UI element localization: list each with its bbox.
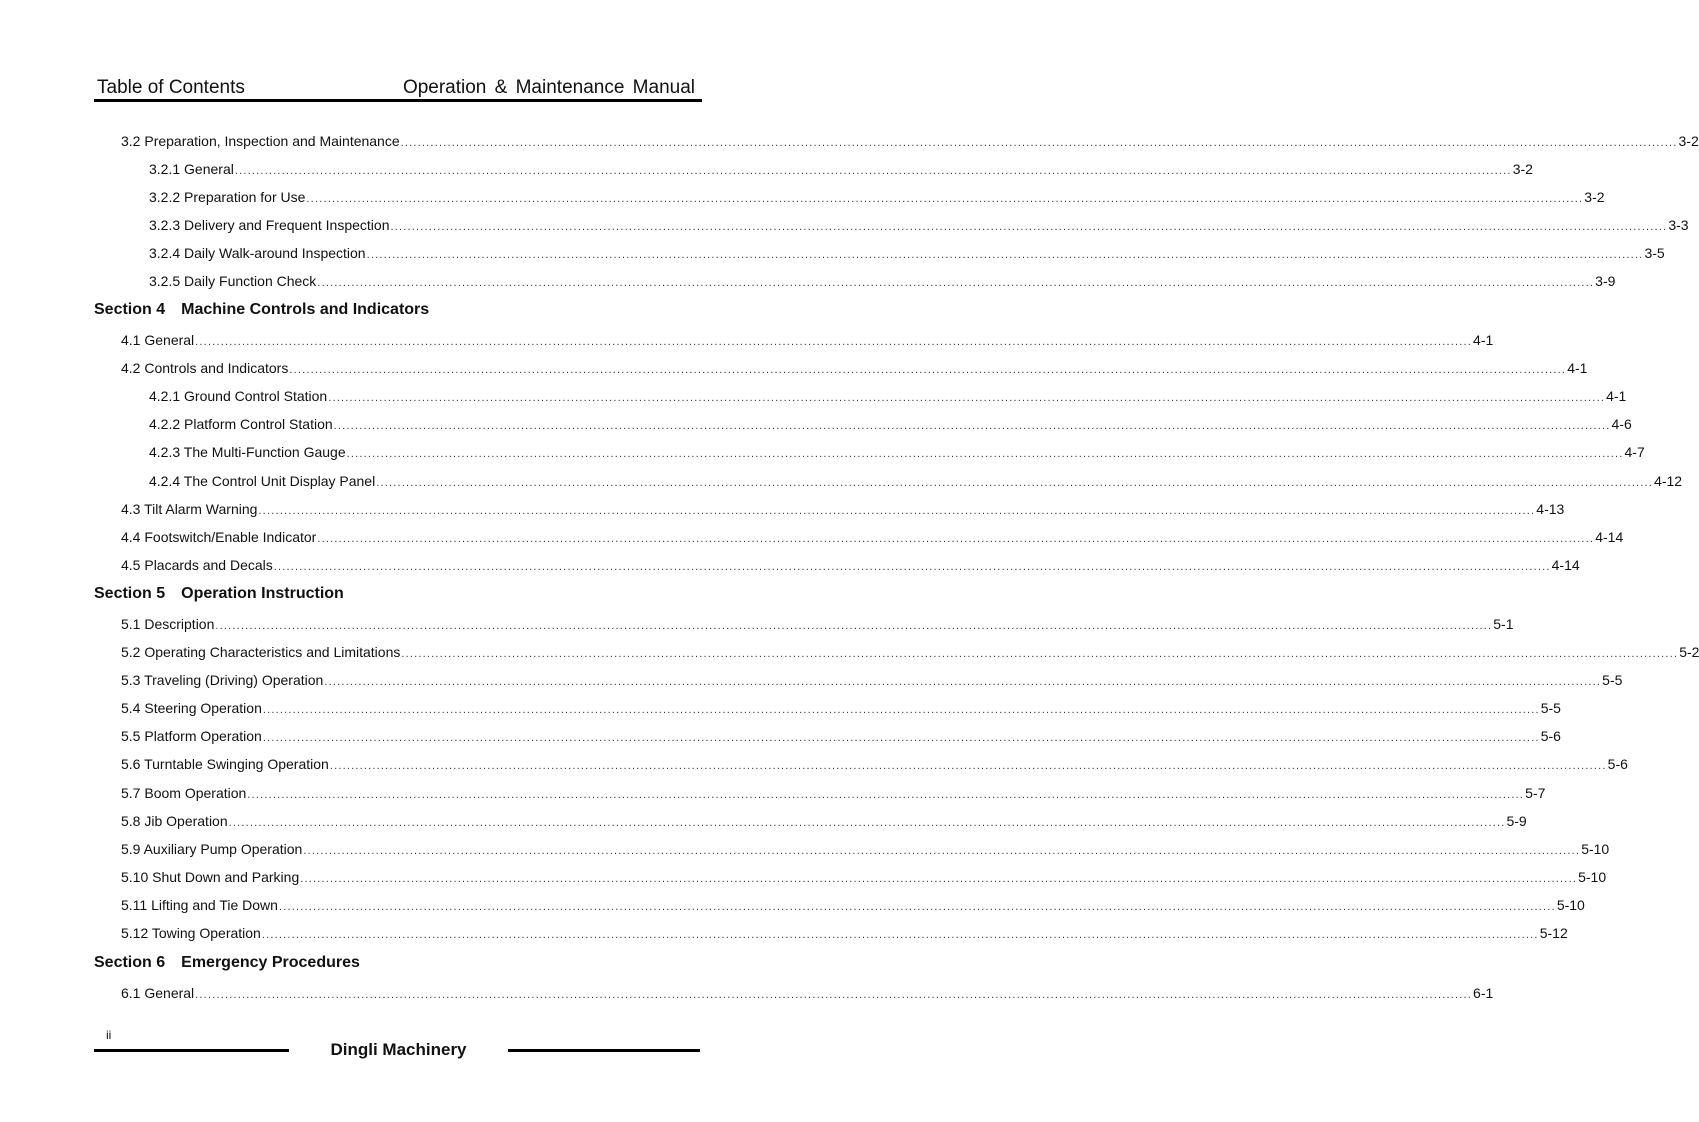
- toc-entry[interactable]: [121, 526, 1624, 548]
- toc-entry-title: 4.2 Controls and Indicators: [121, 360, 289, 376]
- toc-entry-page: 3-2: [1678, 133, 1699, 149]
- toc-leader-dots: ............................................................................................................................................................................................................................................................................................................: [258, 504, 1536, 517]
- toc-leader-dots: ............................................................................................................................................................................................................................................................................................................: [328, 391, 1606, 404]
- toc-entry-page: 4-1: [1606, 388, 1627, 404]
- toc-entry[interactable]: [149, 158, 1533, 180]
- toc-entry-page: 4-14: [1551, 557, 1580, 573]
- toc-leader-dots: ............................................................................................................................................................................................................................................................................................................: [278, 900, 1556, 913]
- toc-entry-title: 5.2 Operating Characteristics and Limitations: [121, 644, 401, 660]
- toc-leader-dots: ............................................................................................................................................................................................................................................................................................................: [195, 335, 1473, 348]
- toc-entry-page: 3-2: [1512, 161, 1533, 177]
- toc-entry[interactable]: [149, 413, 1632, 435]
- section-title: Machine Controls and Indicators: [181, 301, 430, 318]
- page-number: ii: [106, 1028, 112, 1042]
- toc-entry-page: 5-10: [1556, 897, 1585, 913]
- toc-leader-dots: ............................................................................................................................................................................................................................................................................................................: [261, 928, 1539, 941]
- toc-entry[interactable]: [121, 669, 1623, 691]
- toc-leader-dots: ............................................................................................................................................................................................................................................................................................................: [247, 788, 1525, 801]
- toc-leader-dots: ............................................................................................................................................................................................................................................................................................................: [333, 419, 1611, 432]
- toc-entry[interactable]: [121, 982, 1494, 1004]
- toc-entry[interactable]: [121, 329, 1494, 351]
- toc-leader-dots: ............................................................................................................................................................................................................................................................................................................: [262, 703, 1540, 716]
- toc-entry[interactable]: [121, 498, 1565, 520]
- toc-entry[interactable]: [149, 242, 1665, 264]
- toc-entry-title: 3.2.1 General: [149, 161, 234, 177]
- toc-entry-page: 4-1: [1473, 332, 1494, 348]
- toc-entry-title: 5.12 Towing Operation: [121, 925, 261, 941]
- toc-entry[interactable]: [121, 130, 1699, 152]
- toc-leader-dots: ............................................................................................................................................................................................................................................................................................................: [324, 675, 1602, 688]
- toc-entry-page: 5-5: [1602, 672, 1623, 688]
- section-heading[interactable]: [94, 583, 344, 605]
- section-heading[interactable]: [94, 299, 429, 321]
- toc-entry-title: 5.11 Lifting and Tie Down: [121, 897, 278, 913]
- toc-entry[interactable]: [121, 838, 1610, 860]
- toc-entry[interactable]: [149, 441, 1645, 463]
- toc-leader-dots: ............................................................................................................................................................................................................................................................................................................: [262, 731, 1540, 744]
- toc-leader-dots: ............................................................................................................................................................................................................................................................................................................: [306, 192, 1584, 205]
- toc-leader-dots: ............................................................................................................................................................................................................................................................................................................: [317, 532, 1595, 545]
- toc-leader-dots: ............................................................................................................................................................................................................................................................................................................: [390, 220, 1668, 233]
- toc-entry-page: 4-14: [1595, 529, 1624, 545]
- toc-entry-title: 5.8 Jib Operation: [121, 813, 228, 829]
- toc-entry[interactable]: [121, 753, 1628, 775]
- toc-entry-title: 4.3 Tilt Alarm Warning: [121, 501, 258, 517]
- section-number: Section 5: [94, 585, 166, 602]
- toc-entry[interactable]: [121, 922, 1568, 944]
- toc-entry-title: 5.5 Platform Operation: [121, 728, 262, 744]
- toc-entry-page: 3-5: [1644, 245, 1665, 261]
- toc-entry[interactable]: [121, 357, 1588, 379]
- toc-entry-title: 5.3 Traveling (Driving) Operation: [121, 672, 324, 688]
- header-rule: [94, 99, 702, 102]
- toc-entry-page: 5-2: [1679, 644, 1699, 660]
- toc-entry-title: 4.2.1 Ground Control Station: [149, 388, 328, 404]
- toc-entry-page: 5-7: [1525, 785, 1546, 801]
- toc-leader-dots: ............................................................................................................................................................................................................................................................................................................: [289, 363, 1567, 376]
- toc-entry-title: 4.2.4 The Control Unit Display Panel: [149, 473, 376, 489]
- toc-entry-page: 3-2: [1584, 189, 1605, 205]
- toc-entry-page: 3-3: [1668, 217, 1689, 233]
- section-number: Section 4: [94, 301, 166, 318]
- toc-entry-page: 4-12: [1654, 473, 1683, 489]
- toc-entry-page: 5-10: [1578, 869, 1607, 885]
- section-title: Operation Instruction: [181, 585, 344, 602]
- toc-entry-page: 5-1: [1493, 616, 1514, 632]
- toc-entry-page: 5-9: [1506, 813, 1527, 829]
- toc-entry-page: 3-9: [1595, 273, 1616, 289]
- toc-leader-dots: ............................................................................................................................................................................................................................................................................................................: [346, 447, 1624, 460]
- toc-entry[interactable]: [121, 613, 1514, 635]
- toc-leader-dots: ............................................................................................................................................................................................................................................................................................................: [273, 560, 1551, 573]
- toc-entry-title: 5.9 Auxiliary Pump Operation: [121, 841, 303, 857]
- toc-entry[interactable]: [149, 470, 1683, 492]
- toc-entry-title: 3.2.4 Daily Walk-around Inspection: [149, 245, 366, 261]
- toc-entry-title: 4.2.3 The Multi-Function Gauge: [149, 444, 346, 460]
- toc-entry-title: 3.2.3 Delivery and Frequent Inspection: [149, 217, 390, 233]
- toc-entry-title: 4.1 General: [121, 332, 195, 348]
- toc-entry-title: 5.1 Description: [121, 616, 215, 632]
- toc-entry[interactable]: [149, 270, 1616, 292]
- toc-entry-title: 3.2 Preparation, Inspection and Maintenance: [121, 133, 400, 149]
- toc-entry-title: 6.1 General: [121, 985, 195, 1001]
- toc-entry-page: 4-6: [1611, 416, 1632, 432]
- toc-entry-title: 3.2.2 Preparation for Use: [149, 189, 306, 205]
- toc-entry-title: 5.7 Boom Operation: [121, 785, 247, 801]
- toc-entry[interactable]: [121, 641, 1699, 663]
- toc-leader-dots: ............................................................................................................................................................................................................................................................................................................: [317, 276, 1595, 289]
- header-title-left: Table of Contents: [97, 77, 245, 98]
- toc-entry-title: 3.2.5 Daily Function Check: [149, 273, 317, 289]
- header-title-right: Operation & Maintenance Manual: [402, 77, 695, 98]
- footer-rule-right: [508, 1049, 700, 1052]
- toc-entry-title: 5.6 Turntable Swinging Operation: [121, 756, 329, 772]
- toc-leader-dots: ............................................................................................................................................................................................................................................................................................................: [401, 647, 1679, 660]
- toc-entry[interactable]: [121, 866, 1607, 888]
- toc-entry-page: 5-6: [1607, 756, 1628, 772]
- footer-rule-left: [94, 1049, 289, 1052]
- toc-leader-dots: ............................................................................................................................................................................................................................................................................................................: [366, 248, 1644, 261]
- toc-entry-page: 5-6: [1540, 728, 1561, 744]
- toc-entry-page: 4-7: [1624, 444, 1645, 460]
- section-heading[interactable]: [94, 952, 360, 974]
- toc-leader-dots: ............................................................................................................................................................................................................................................................................................................: [228, 816, 1506, 829]
- toc-entry[interactable]: [121, 697, 1561, 719]
- toc-entry-page: 4-1: [1567, 360, 1588, 376]
- toc-entry-title: 4.5 Placards and Decals: [121, 557, 273, 573]
- toc-entry-title: 4.4 Footswitch/Enable Indicator: [121, 529, 317, 545]
- toc-leader-dots: ............................................................................................................................................................................................................................................................................................................: [376, 476, 1654, 489]
- toc-leader-dots: ............................................................................................................................................................................................................................................................................................................: [400, 136, 1678, 149]
- toc-entry[interactable]: [149, 385, 1627, 407]
- toc-leader-dots: ............................................................................................................................................................................................................................................................................................................: [300, 872, 1578, 885]
- toc-entry-page: 5-10: [1581, 841, 1610, 857]
- toc-entry-title: 5.4 Steering Operation: [121, 700, 262, 716]
- toc-entry-page: 6-1: [1473, 985, 1494, 1001]
- toc-entry-page: 5-5: [1540, 700, 1561, 716]
- toc-entry[interactable]: [121, 894, 1585, 916]
- section-title: Emergency Procedures: [181, 954, 360, 971]
- toc-entry-title: 4.2.2 Platform Control Station: [149, 416, 333, 432]
- toc-entry[interactable]: [121, 810, 1527, 832]
- footer-brand: Dingli Machinery: [330, 1040, 467, 1059]
- toc-entry[interactable]: [149, 214, 1689, 236]
- toc-leader-dots: ............................................................................................................................................................................................................................................................................................................: [234, 164, 1512, 177]
- toc-leader-dots: ............................................................................................................................................................................................................................................................................................................: [215, 619, 1493, 632]
- toc-entry-page: 5-12: [1539, 925, 1568, 941]
- toc-entry[interactable]: [121, 782, 1546, 804]
- toc-entry[interactable]: [121, 725, 1561, 747]
- toc-leader-dots: ............................................................................................................................................................................................................................................................................................................: [195, 988, 1473, 1001]
- toc-leader-dots: ............................................................................................................................................................................................................................................................................................................: [303, 844, 1581, 857]
- toc-entry-page: 4-13: [1536, 501, 1565, 517]
- toc-entry[interactable]: [121, 554, 1580, 576]
- toc-entry-title: 5.10 Shut Down and Parking: [121, 869, 300, 885]
- toc-entry[interactable]: [149, 186, 1605, 208]
- section-number: Section 6: [94, 954, 166, 971]
- toc-leader-dots: ............................................................................................................................................................................................................................................................................................................: [329, 759, 1607, 772]
